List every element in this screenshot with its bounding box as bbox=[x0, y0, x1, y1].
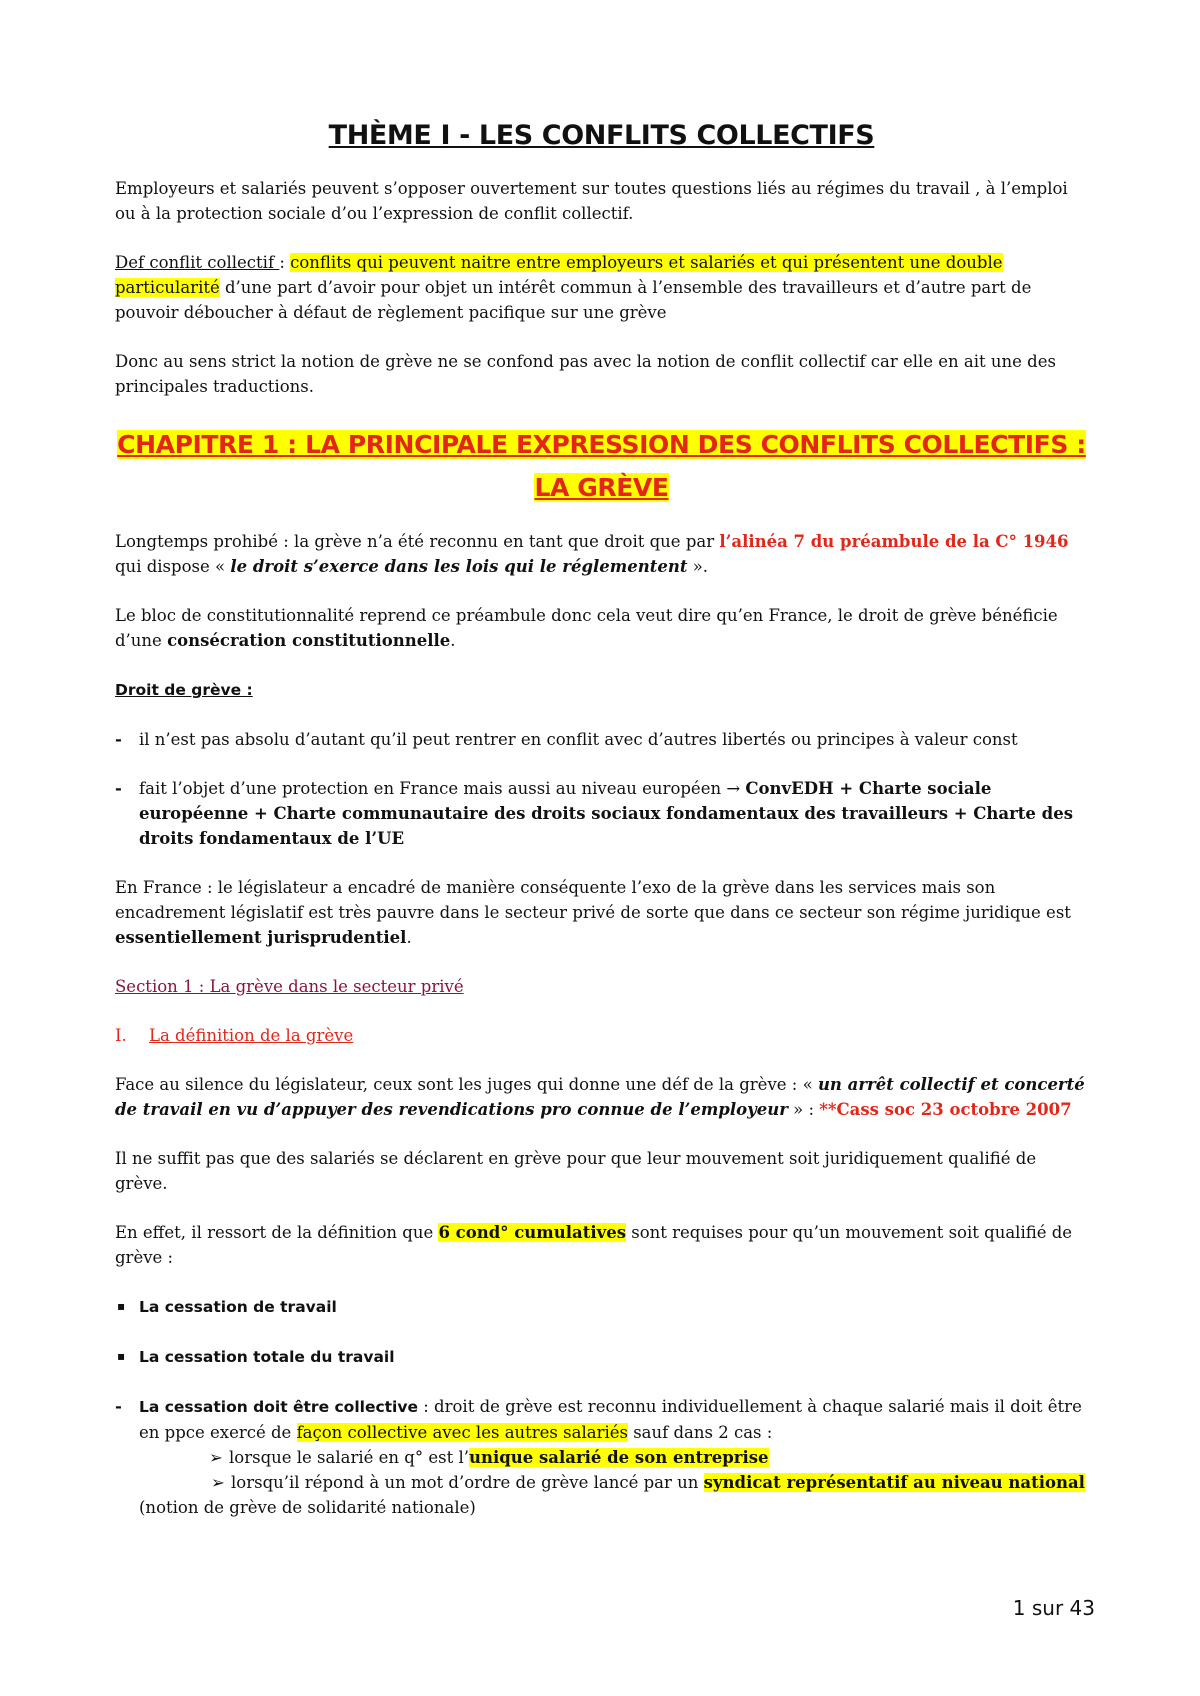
text-run: qui dispose « bbox=[115, 557, 231, 576]
arrow-icon: ➢ bbox=[209, 1448, 223, 1467]
definition-highlight: conflits qui peuvent naitre entre employeurs et salariés et qui présentent une double particularité bbox=[115, 253, 1003, 297]
dash-marker: - bbox=[115, 779, 122, 798]
chapter-title bbox=[115, 423, 1088, 509]
list-item bbox=[139, 1445, 1088, 1470]
list-item bbox=[115, 1394, 1088, 1520]
subsection-number: I. bbox=[115, 1026, 127, 1045]
bloc-paragraph bbox=[115, 603, 1088, 653]
condition-text: La cessation de travail bbox=[139, 1298, 337, 1316]
text-run: . bbox=[450, 631, 456, 650]
text-run: Longtemps prohibé : la grève n’a été reconnu en tant que droit que par bbox=[115, 532, 720, 551]
arrow-icon: ➢ bbox=[211, 1473, 225, 1492]
text-run: (notion de grève de solidarité nationale) bbox=[139, 1498, 476, 1517]
condition-text: La cessation totale du travail bbox=[139, 1348, 395, 1366]
definition-label: Def conflit collectif bbox=[115, 253, 280, 272]
highlight-term: façon collective avec les autres salariés bbox=[296, 1423, 628, 1442]
page-title: THÈME I - LES CONFLITS COLLECTIFS bbox=[328, 120, 875, 151]
list-item-text: fait l’objet d’une protection en France mais aussi au niveau européen → bbox=[139, 779, 746, 798]
text-run: lorsque le salarié en q° est l’ bbox=[229, 1448, 469, 1467]
dash-marker: - bbox=[115, 730, 122, 749]
bold-term: consécration constitutionnelle bbox=[167, 631, 451, 650]
text-run: Le bloc de constitutionnalité reprend ce préambule donc cela veut dire qu’en France, le droit de grève bénéficie d’une bbox=[115, 606, 1058, 650]
bold-term: essentiellement jurisprudentiel bbox=[115, 928, 407, 947]
list-item-text: il n’est pas absolu d’autant qu’il peut rentrer en conflit avec d’autres libertés ou principes à valeur const bbox=[139, 730, 1018, 749]
collective-list bbox=[115, 1394, 1088, 1520]
definition-colon: : bbox=[279, 253, 291, 272]
conditions-list bbox=[115, 1294, 1088, 1370]
text-run: ». bbox=[687, 557, 709, 576]
cases-list bbox=[139, 1445, 1088, 1520]
list-item bbox=[115, 1294, 1088, 1320]
highlight-term: syndicat représentatif au niveau national bbox=[703, 1473, 1085, 1492]
highlight-term: unique salarié de son entreprise bbox=[468, 1448, 769, 1467]
definition-rest: d’une part d’avoir pour objet un intérêt commun à l’ensemble des travailleurs et d’autre part de pouvoir déboucher à défaut de règlement pacifique sur une grève bbox=[115, 278, 1032, 322]
longtemps-paragraph bbox=[115, 529, 1088, 579]
effet-paragraph bbox=[115, 1220, 1088, 1270]
text-run: lorsqu’il répond à un mot d’ordre de grève lancé par un bbox=[231, 1473, 704, 1492]
intro-paragraph: Employeurs et salariés peuvent s’opposer ouvertement sur toutes questions liés au régimes du travail , à l’emploi ou à la protection sociale d’ou l’expression de conflit collectif. bbox=[115, 179, 1068, 223]
section-heading-text: Section 1 : La grève dans le secteur privé bbox=[115, 977, 464, 996]
definition-quote: un arrêt collectif et concerté de travail en vu d’appuyer des revendications pro connue de l’employeur bbox=[115, 1075, 1085, 1119]
case-reference: **Cass soc 23 octobre 2007 bbox=[819, 1100, 1072, 1119]
text-run: . bbox=[406, 928, 412, 947]
list-item bbox=[115, 776, 1088, 851]
droit-heading bbox=[115, 677, 1088, 703]
dash-marker: - bbox=[115, 1397, 122, 1416]
subsection-title: La définition de la grève bbox=[149, 1026, 354, 1045]
condition-text: La cessation doit être collective bbox=[139, 1398, 418, 1416]
text-run: » : bbox=[787, 1100, 820, 1119]
suffit-paragraph: Il ne suffit pas que des salariés se déclarent en grève pour que leur mouvement soit juridiquement qualifié de grève. bbox=[115, 1149, 1037, 1193]
france-paragraph bbox=[115, 875, 1088, 950]
list-item bbox=[115, 1344, 1088, 1370]
text-run: sont requises pour qu’un mouvement soit qualifié de grève : bbox=[115, 1223, 1073, 1267]
preambule-quote: le droit s’exerce dans les lois qui le réglementent bbox=[230, 557, 688, 576]
preambule-reference: l’alinéa 7 du préambule de la C° 1946 bbox=[719, 532, 1069, 551]
text-run: En effet, il ressort de la définition que bbox=[115, 1223, 439, 1242]
text-run: En France : le législateur a encadré de manière conséquente l’exo de la grève dans les services mais son encadrement législatif est très pauvre dans le secteur privé de sorte que dans ce secteur son régime juridique est bbox=[115, 878, 1071, 922]
list-item bbox=[139, 1470, 1088, 1520]
droit-list bbox=[115, 727, 1088, 851]
face-paragraph bbox=[115, 1072, 1088, 1122]
definition-paragraph bbox=[115, 250, 1088, 325]
square-bullet-icon: ▪ bbox=[117, 1299, 126, 1313]
droit-heading-text: Droit de grève : bbox=[115, 681, 253, 699]
square-bullet-icon: ▪ bbox=[117, 1349, 126, 1363]
page-number: 1 sur 43 bbox=[1012, 1596, 1095, 1620]
text-run: sauf dans 2 cas : bbox=[627, 1423, 773, 1442]
text-run: : droit de grève est reconnu individuellement à chaque salarié mais il doit être en ppce exercé de bbox=[139, 1397, 1082, 1442]
donc-paragraph: Donc au sens strict la notion de grève ne se confond pas avec la notion de conflit collectif car elle en ait une des principales traductions. bbox=[115, 352, 1056, 396]
subsection-heading bbox=[115, 1023, 1088, 1048]
text-run: Face au silence du législateur, ceux sont les juges qui donne une déf de la grève : « bbox=[115, 1075, 818, 1094]
list-item bbox=[115, 727, 1088, 752]
highlight-term: 6 cond° cumulatives bbox=[438, 1223, 626, 1242]
list-item-bold: ConvEDH + Charte sociale européenne + Charte communautaire des droits sociaux fondamentaux des travailleurs + Charte des droits fondamentaux de l’UE bbox=[139, 779, 1073, 848]
section-heading bbox=[115, 974, 1088, 999]
chapter-title-text: CHAPITRE 1 : LA PRINCIPALE EXPRESSION DES CONFLITS COLLECTIFS : LA GRÈVE bbox=[117, 430, 1086, 502]
